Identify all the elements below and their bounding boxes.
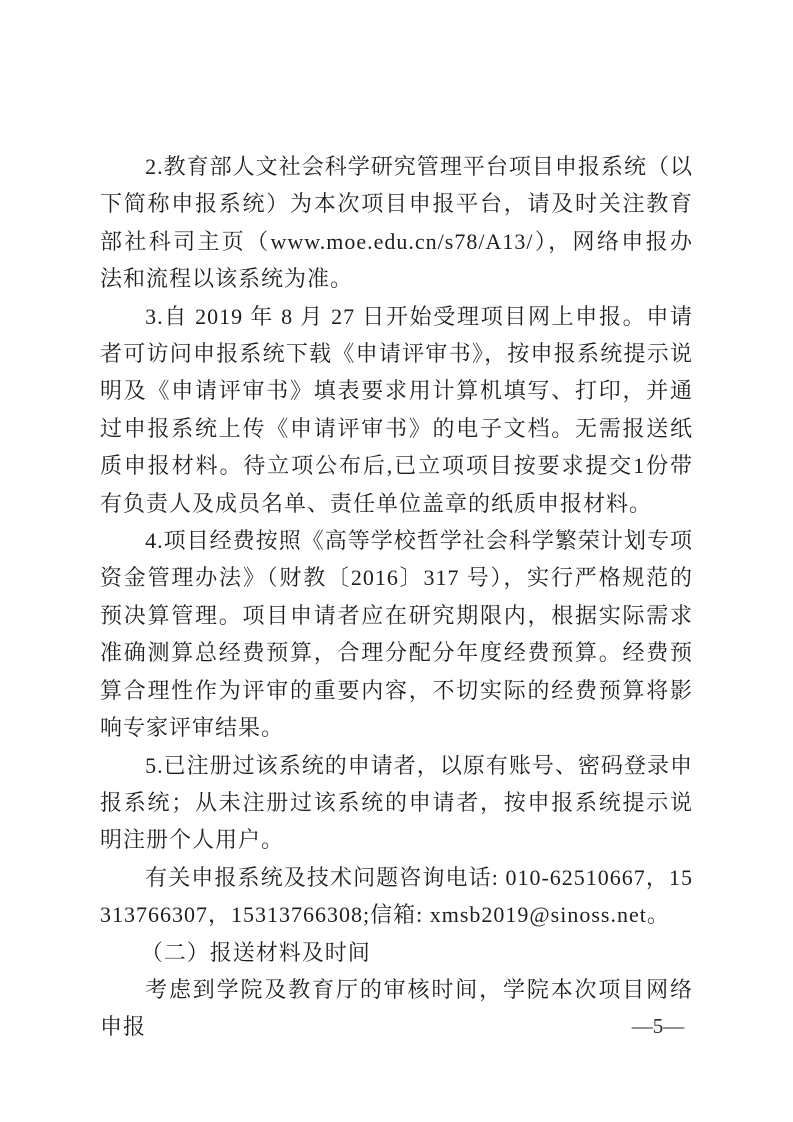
- paragraph-contact-info: 有关申报系统及技术问题咨询电话: 010-62510667，15313766307，15313766308;信箱: xmsb2019@sinoss.net。: [100, 864, 693, 928]
- paragraph-item-2: 2.教育部人文社会科学研究管理平台项目申报系统（以下简称申报系统）为本次项目申报平台，请及时关注教育部社科司主页（www.moe.edu.cn/s78/A13/），网络申报办法和流程以该系统为准。: [100, 154, 693, 292]
- page-number: —5—: [631, 1014, 685, 1038]
- paragraph-item-5: 5.已注册过该系统的申请者，以原有账号、密码登录申报系统；从未注册过该系统的申请者，按申报系统提示说明注册个人用户。: [100, 752, 693, 853]
- paragraph-closing: 考虑到学院及教育厅的审核时间，学院本次项目网络申报: [100, 976, 693, 1040]
- paragraph-item-3: 3.自 2019 年 8 月 27 日开始受理项目网上申报。申请者可访问申报系统下载《申请评审书》，按申报系统提示说明及《申请评审书》填表要求用计算机填写、打印，并通过申报系统上传《申请评审书》的电子文档。无需报送纸质申报材料。待立项公布后,已立项项目按要求提交1份带有负责人及成员名单、责任单位盖章的纸质申报材料。: [100, 303, 693, 516]
- paragraph-item-4: 4.项目经费按照《高等学校哲学社会科学繁荣计划专项资金管理办法》（财教〔2016〕317 号），实行严格规范的预决算管理。项目申请者应在研究期限内，根据实际需求准确测算总经费预算，合理分配分年度经费预算。经费预算合理性作为评审的重要内容，不切实际的经费预算将影响专家评审结果。: [100, 528, 693, 741]
- document-body: [100, 148, 693, 1046]
- section-heading-materials-and-time: （二）报送材料及时间: [140, 939, 371, 965]
